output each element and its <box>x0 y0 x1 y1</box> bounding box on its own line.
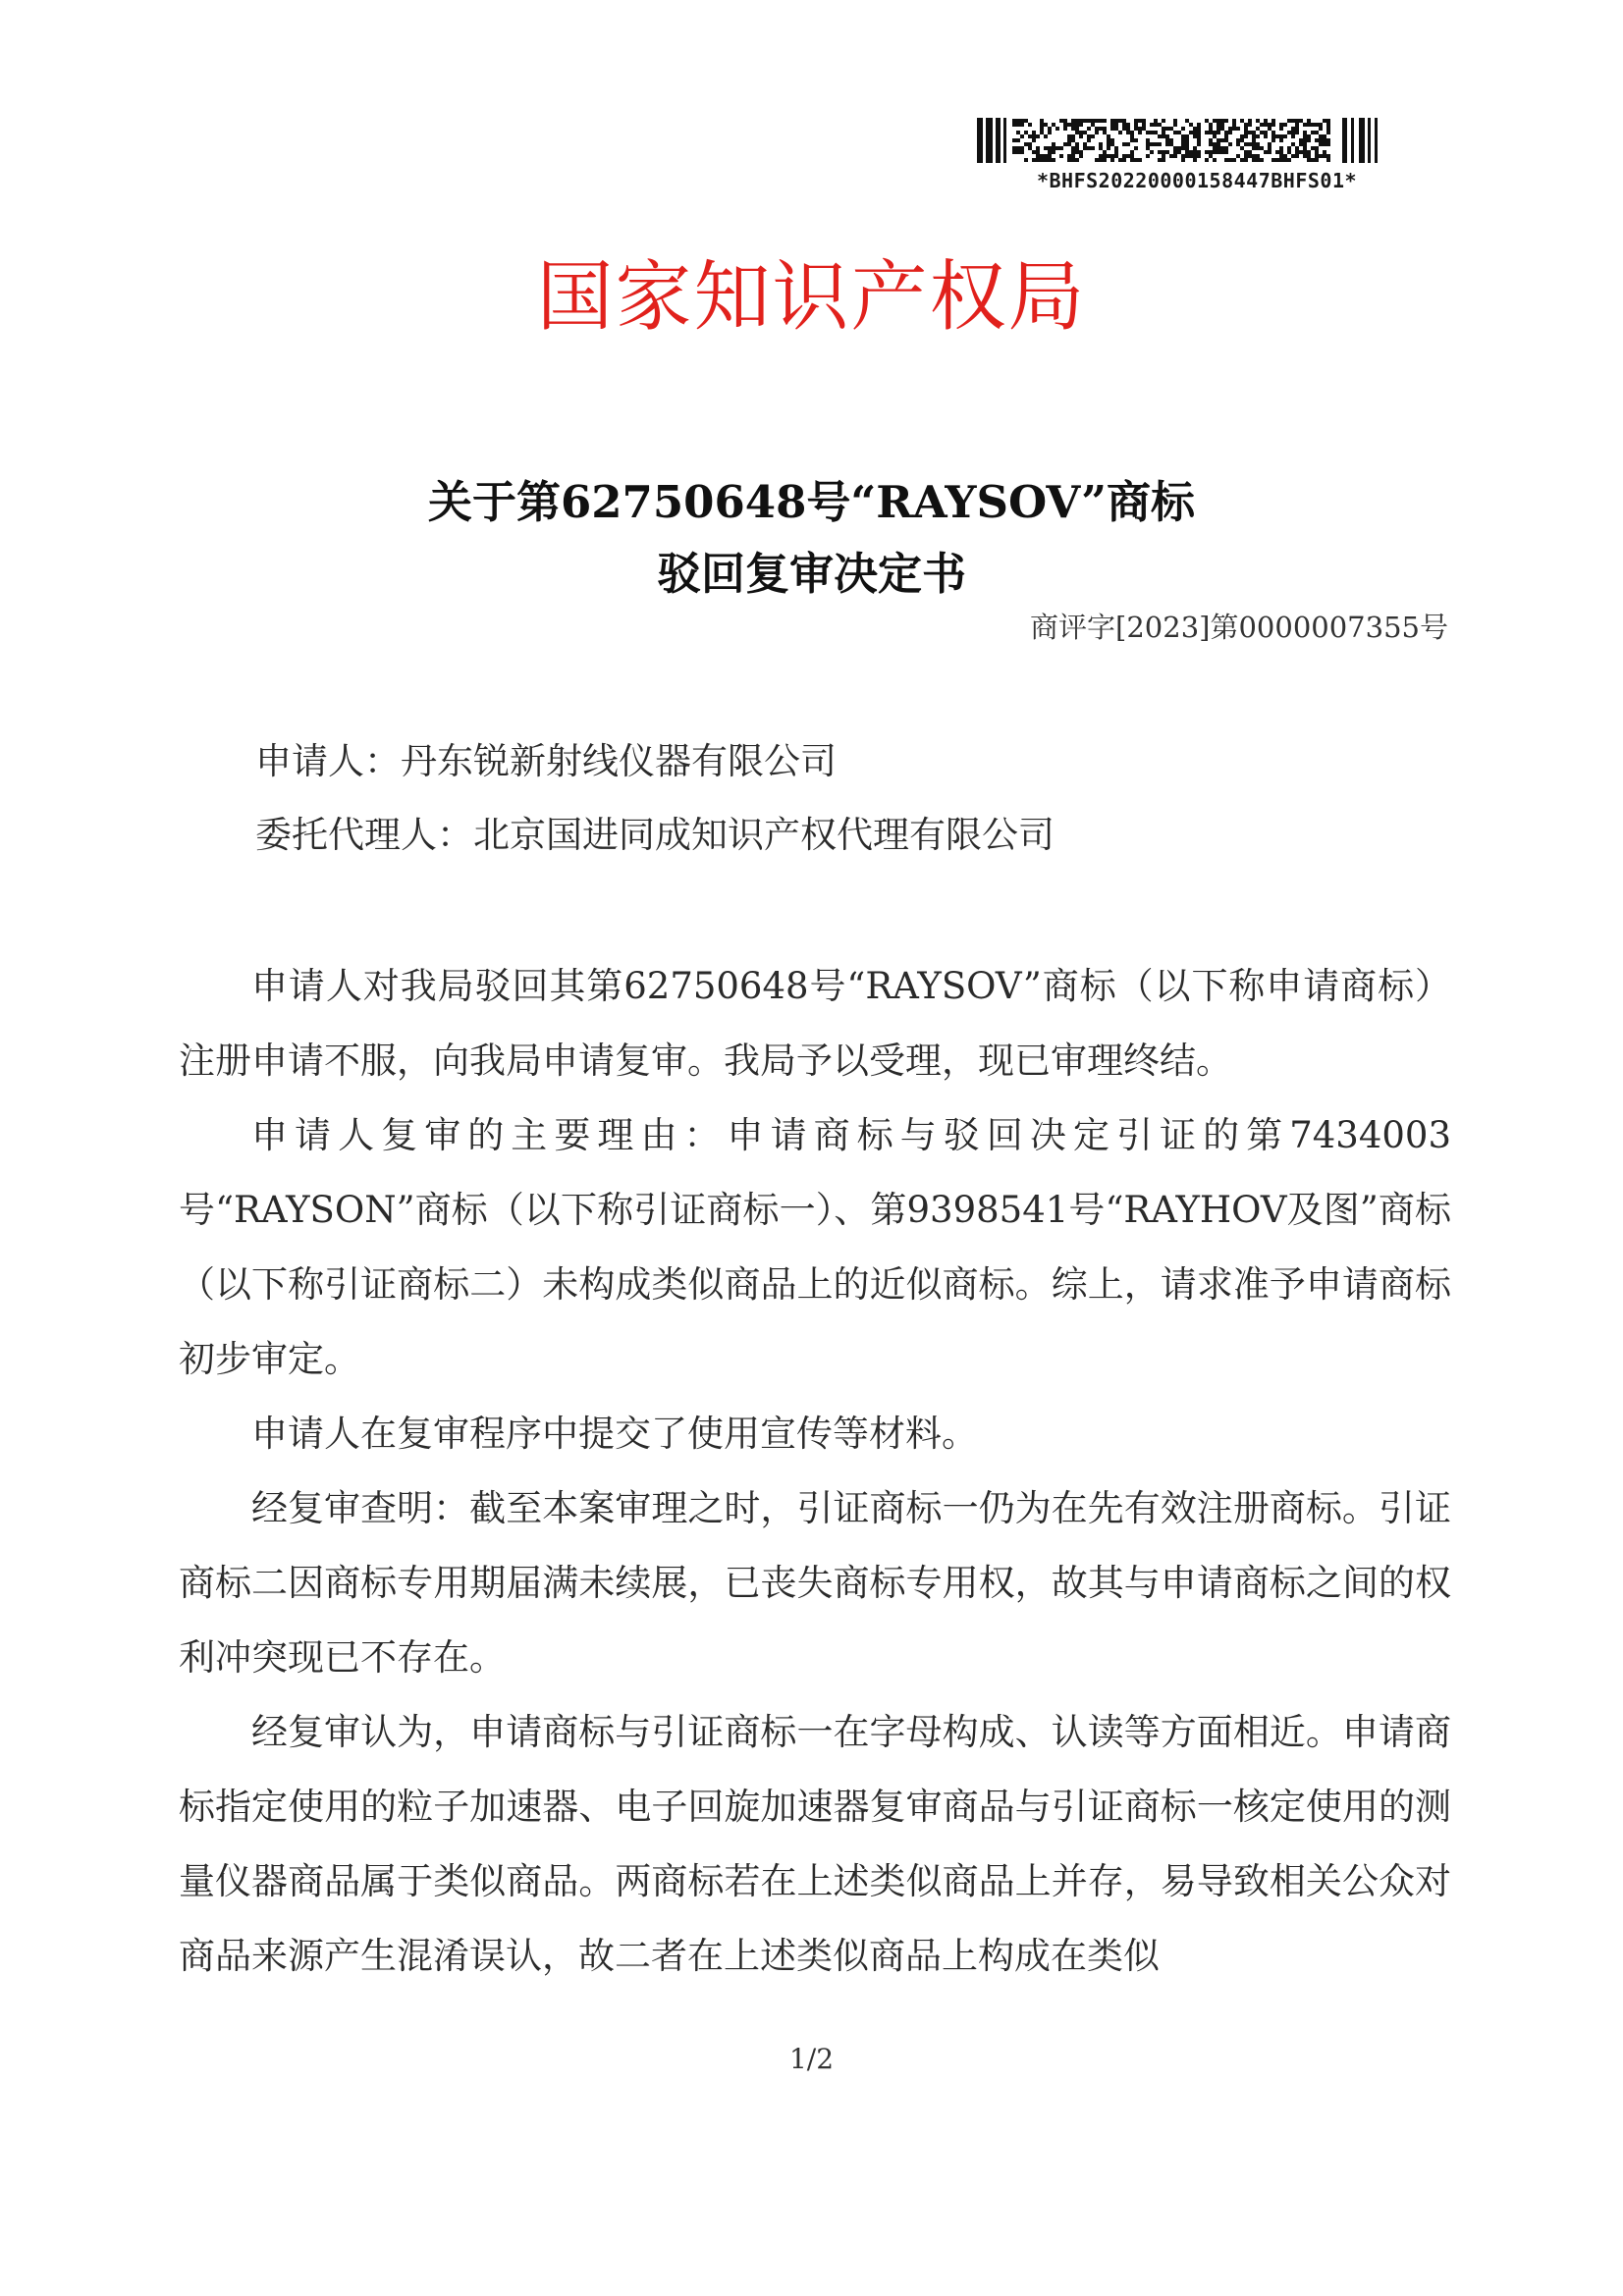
agent-line: 委托代理人：北京国进同成知识产权代理有限公司 <box>255 814 1055 856</box>
decision-body <box>179 949 1451 1994</box>
barcode-block <box>977 118 1389 192</box>
document-number: 商评字[2023]第0000007355号 <box>1030 611 1448 644</box>
body-paragraph: 申请人对我局驳回其第62750648号“RAYSOV”商标（以下称申请商标）注册申请不服，向我局申请复审。我局予以受理，现已审理终结。 <box>179 965 1451 1082</box>
barcode-icon <box>977 118 1389 167</box>
body-paragraph: 经复审查明：截至本案审理之时，引证商标一仍为在先有效注册商标。引证商标二因商标专用期届满未续展，已丧失商标专用权，故其与申请商标之间的权利冲突现已不存在。 <box>179 1487 1451 1679</box>
body-paragraph: 申请人在复审程序中提交了使用宣传等材料。 <box>251 1413 978 1455</box>
page-number: 1/2 <box>788 2043 835 2075</box>
body-paragraph: 经复审认为，申请商标与引证商标一在字母构成、认读等方面相近。申请商标指定使用的粒子加速器、电子回旋加速器复审商品与引证商标一核定使用的测量仪器商品属于类似商品。两商标若在上述类似商品上并存，易导致相关公众对商品来源产生混淆误认，故二者在上述类似商品上构成在类似 <box>179 1711 1451 1977</box>
body-paragraph: 申请人复审的主要理由：申请商标与驳回决定引证的第7434003号“RAYSON”商标（以下称引证商标一）、第9398541号“RAYHOV及图”商标（以下称引证商标二）未构成类似商品上的近似商标。综上，请求准予申请商标初步审定。 <box>179 1114 1451 1380</box>
barcode-number: *BHFS20220000158447BHFS01* <box>1036 169 1358 192</box>
document-title-line2: 驳回复审决定书 <box>656 548 966 600</box>
agency-name: 国家知识产权局 <box>536 253 1087 342</box>
applicant-line: 申请人：丹东锐新射线仪器有限公司 <box>255 740 837 782</box>
document-title-line1: 关于第62750648号“RAYSOV”商标 <box>427 476 1196 528</box>
